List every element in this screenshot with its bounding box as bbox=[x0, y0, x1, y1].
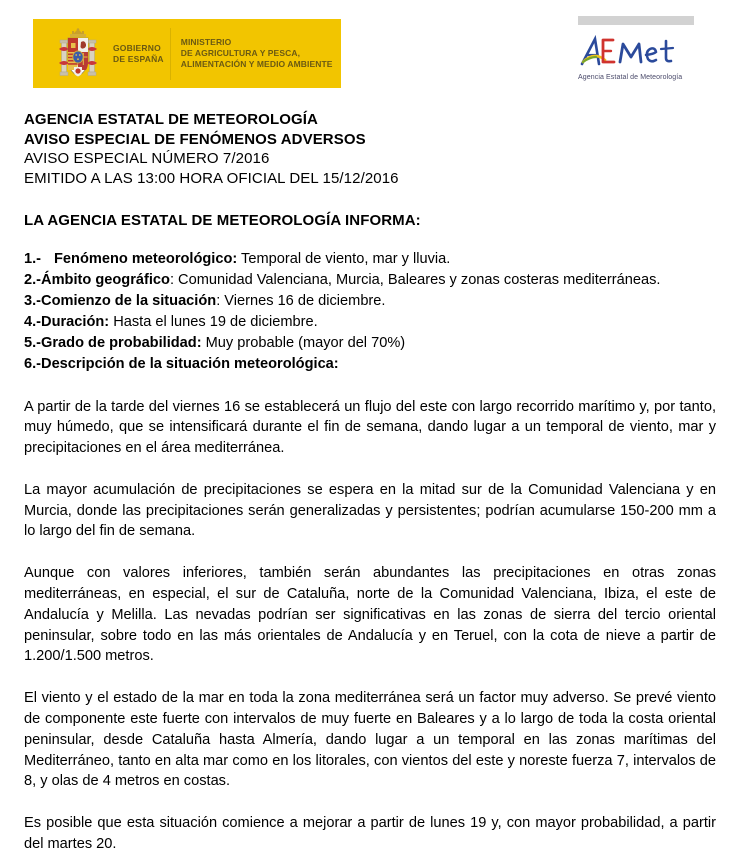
description-paragraphs bbox=[24, 397, 716, 855]
item-content bbox=[41, 354, 716, 375]
informa-heading: LA AGENCIA ESTATAL DE METEOROLOGÍA INFORMA: bbox=[24, 211, 421, 229]
ministry-line-2: DE AGRICULTURA Y PESCA, bbox=[180, 47, 301, 58]
ministry-line-1: MINISTERIO bbox=[180, 36, 232, 47]
item-value: Hasta el lunes 19 de diciembre. bbox=[109, 313, 318, 330]
list-item bbox=[24, 354, 716, 375]
aemet-tagline: Agencia Estatal de Meteorología bbox=[578, 74, 683, 81]
title-line-issued-at: EMITIDO A LAS 13:00 HORA OFICIAL DEL 15/12/2016 bbox=[24, 169, 399, 187]
item-label: Ámbito geográfico bbox=[41, 271, 170, 288]
title-line-notice-type: AVISO ESPECIAL DE FENÓMENOS ADVERSOS bbox=[24, 130, 366, 148]
aemet-logo-icon bbox=[578, 31, 698, 71]
item-number: 2.- bbox=[24, 271, 42, 288]
item-value: : Comunidad Valenciana, Murcia, Baleares y zonas costeras mediterráneas. bbox=[169, 271, 661, 288]
list-item bbox=[24, 291, 716, 312]
aemet-gray-bar bbox=[578, 16, 694, 25]
item-number: 6.- bbox=[24, 355, 42, 372]
document-header bbox=[0, 0, 742, 100]
item-content bbox=[41, 270, 716, 291]
gobierno-line-1: GOBIERNO bbox=[113, 42, 161, 53]
paragraph: Aunque con valores inferiores, también serán abundantes las precipitaciones en otras zonas mediterráneas, en especial, el sur de Cataluña, norte de la Comunidad Valenciana, Ibiza, el este de Andalucía y Melilla. Las nevadas podrían ser significativas en las zonas de sierra del tercio oriental peninsular, sobre todo en las más orientales de Andalucía y en Teruel, con la cota de nieve a partir de 1.200/1.500 metros. bbox=[24, 565, 716, 665]
item-value: Temporal de viento, mar y lluvia. bbox=[237, 250, 451, 267]
item-content bbox=[41, 312, 716, 333]
list-item bbox=[24, 270, 716, 291]
item-label: Duración: bbox=[41, 313, 110, 330]
paragraph: La mayor acumulación de precipitaciones se espera en la mitad sur de la Comunidad Valenciana y en Murcia, donde las precipitaciones serán generalizadas y persistentes; podrían acumularse 150-200 mm a lo largo del fin de semana. bbox=[24, 481, 716, 540]
list-item bbox=[24, 249, 716, 270]
item-content bbox=[41, 333, 716, 354]
item-label: Fenómeno meteorológico: bbox=[54, 250, 238, 267]
numbered-items-list bbox=[24, 249, 716, 375]
document-title-block bbox=[24, 110, 716, 189]
ministry-text bbox=[181, 37, 333, 70]
paragraph: Es posible que esta situación comience a mejorar a partir de lunes 19 y, con mayor probabilidad, a partir del martes 20. bbox=[24, 815, 716, 852]
paragraph: A partir de la tarde del viernes 16 se establecerá un flujo del este con largo recorrido marítimo y, por tanto, muy húmedo, que se intensificará durante el fin de semana, dando lugar a un temporal de viento, mar y precipitaciones en el área mediterránea. bbox=[24, 398, 716, 457]
title-line-notice-number: AVISO ESPECIAL NÚMERO 7/2016 bbox=[24, 150, 270, 168]
gobierno-line-2: DE ESPAÑA bbox=[113, 53, 164, 64]
list-item bbox=[24, 312, 716, 333]
ministry-line-3: ALIMENTACIÓN Y MEDIO AMBIENTE bbox=[180, 59, 333, 70]
item-number: 5.- bbox=[24, 334, 42, 351]
item-content bbox=[41, 291, 716, 312]
aemet-logo-block bbox=[578, 16, 702, 81]
paragraph: El viento y el estado de la mar en toda la zona mediterránea será un factor muy adverso. Se prevé viento de componente este fuerte con intervalos de muy fuerte en Baleares y a lo largo de toda la costa oriental peninsular, desde Cataluña hasta Almería, dando lugar a un temporal en las zonas marítimas del Mediterráneo, tanto en alta mar como en los litorales, con vientos del este y noreste fuerza 7, intervalos de 8, y olas de 4 metros en costas. bbox=[24, 690, 716, 790]
list-item bbox=[24, 333, 716, 354]
document-body bbox=[0, 110, 742, 855]
gobierno-de-espana-text bbox=[113, 43, 164, 65]
title-line-agency: AGENCIA ESTATAL DE METEOROLOGÍA bbox=[24, 111, 318, 128]
item-content bbox=[54, 249, 716, 270]
item-value: : Viernes 16 de diciembre. bbox=[216, 292, 386, 309]
banner-divider bbox=[170, 28, 171, 80]
government-of-spain-banner bbox=[33, 19, 341, 88]
item-label: Comienzo de la situación bbox=[41, 292, 217, 309]
item-label: Grado de probabilidad: bbox=[41, 334, 202, 351]
item-value: Muy probable (mayor del 70%) bbox=[201, 334, 406, 351]
item-number: 3.- bbox=[24, 292, 42, 309]
item-number: 4.- bbox=[24, 313, 42, 330]
item-number: 1.- bbox=[24, 250, 42, 267]
item-label: Descripción de la situación meteorológica: bbox=[41, 355, 339, 372]
spanish-coat-of-arms-icon bbox=[47, 27, 109, 81]
